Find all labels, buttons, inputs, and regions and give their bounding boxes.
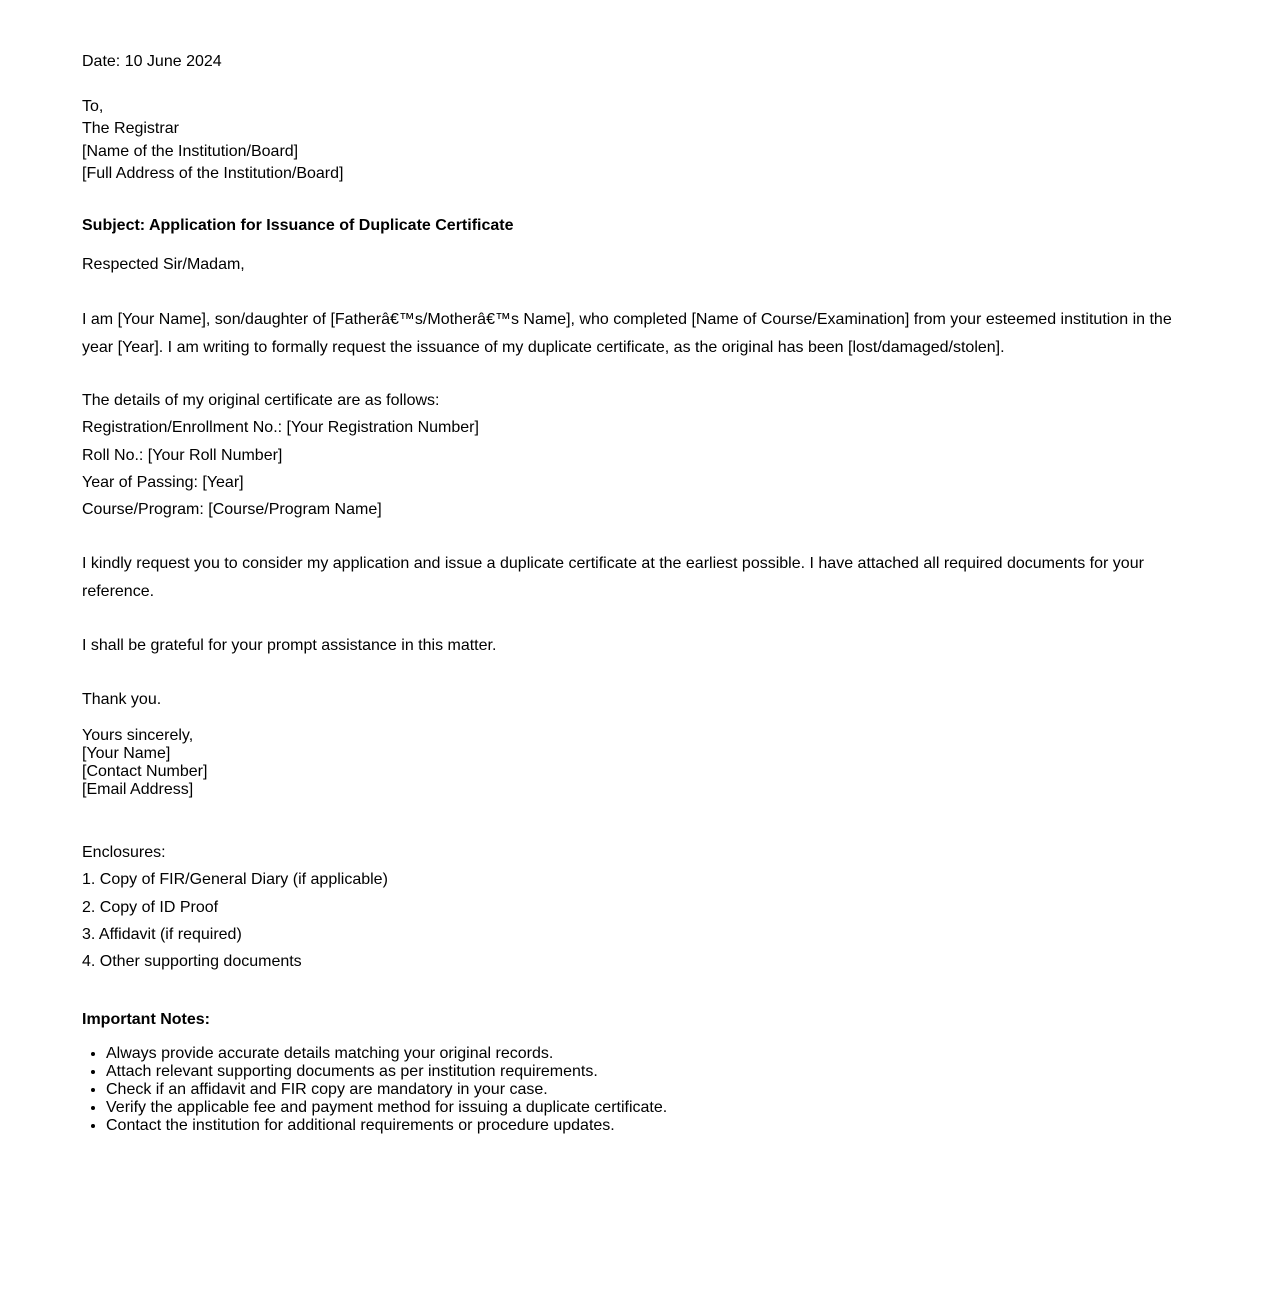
enclosure-item: 4. Other supporting documents <box>82 953 302 970</box>
details-heading: The details of my original certificate are as follows: <box>82 392 440 409</box>
recipient-to: To, <box>82 98 104 115</box>
gratitude-line: I shall be grateful for your prompt assistance in this matter. <box>82 637 497 654</box>
closing-email: [Email Address] <box>82 781 194 798</box>
recipient-institution: [Name of the Institution/Board] <box>82 143 299 160</box>
enclosure-item: 1. Copy of FIR/General Diary (if applicable) <box>82 871 388 888</box>
closing-signoff: Yours sincerely, <box>82 727 194 744</box>
list-item: • Contact the institution for additional requirements or procedure updates. <box>106 1117 667 1135</box>
letter-date: Date: 10 June 2024 <box>82 53 222 70</box>
closing-contact: [Contact Number] <box>82 763 208 780</box>
notes-heading: Important Notes: <box>82 1011 210 1028</box>
enclosure-item: 3. Affidavit (if required) <box>82 926 242 943</box>
enclosure-item: 2. Copy of ID Proof <box>82 899 219 916</box>
thanks-line: Thank you. <box>82 691 162 708</box>
recipient-title: The Registrar <box>82 120 179 137</box>
notes-list <box>82 1045 667 1135</box>
list-item: • Attach relevant supporting documents as per institution requirements. <box>106 1063 667 1081</box>
salutation: Respected Sir/Madam, <box>82 256 245 273</box>
detail-course: Course/Program: [Course/Program Name] <box>82 501 382 518</box>
detail-registration: Registration/Enrollment No.: [Your Registration Number] <box>82 419 479 436</box>
request-paragraph: I kindly request you to consider my application and issue a duplicate certificate at the earliest possible. I have attached all required documents for your reference. <box>82 555 1144 600</box>
detail-roll: Roll No.: [Your Roll Number] <box>82 447 283 464</box>
enclosures-heading: Enclosures: <box>82 844 166 861</box>
letter-subject: Subject: Application for Issuance of Duplicate Certificate <box>82 217 514 234</box>
closing-name: [Your Name] <box>82 745 171 762</box>
detail-year: Year of Passing: [Year] <box>82 474 244 491</box>
recipient-address: [Full Address of the Institution/Board] <box>82 165 344 182</box>
intro-paragraph: I am [Your Name], son/daughter of [Fatherâ€™s/Motherâ€™s Name], who completed [Name of Course/Examination] from your esteemed institution in the year [Year]. I am writing to formally request the issuance of my duplicate certificate, as the original has been [lost/damaged/stolen]. <box>82 311 1172 356</box>
list-item: • Verify the applicable fee and payment method for issuing a duplicate certificate. <box>106 1099 667 1117</box>
list-item: • Check if an affidavit and FIR copy are mandatory in your case. <box>106 1081 667 1099</box>
list-item: • Always provide accurate details matching your original records. <box>106 1045 667 1063</box>
